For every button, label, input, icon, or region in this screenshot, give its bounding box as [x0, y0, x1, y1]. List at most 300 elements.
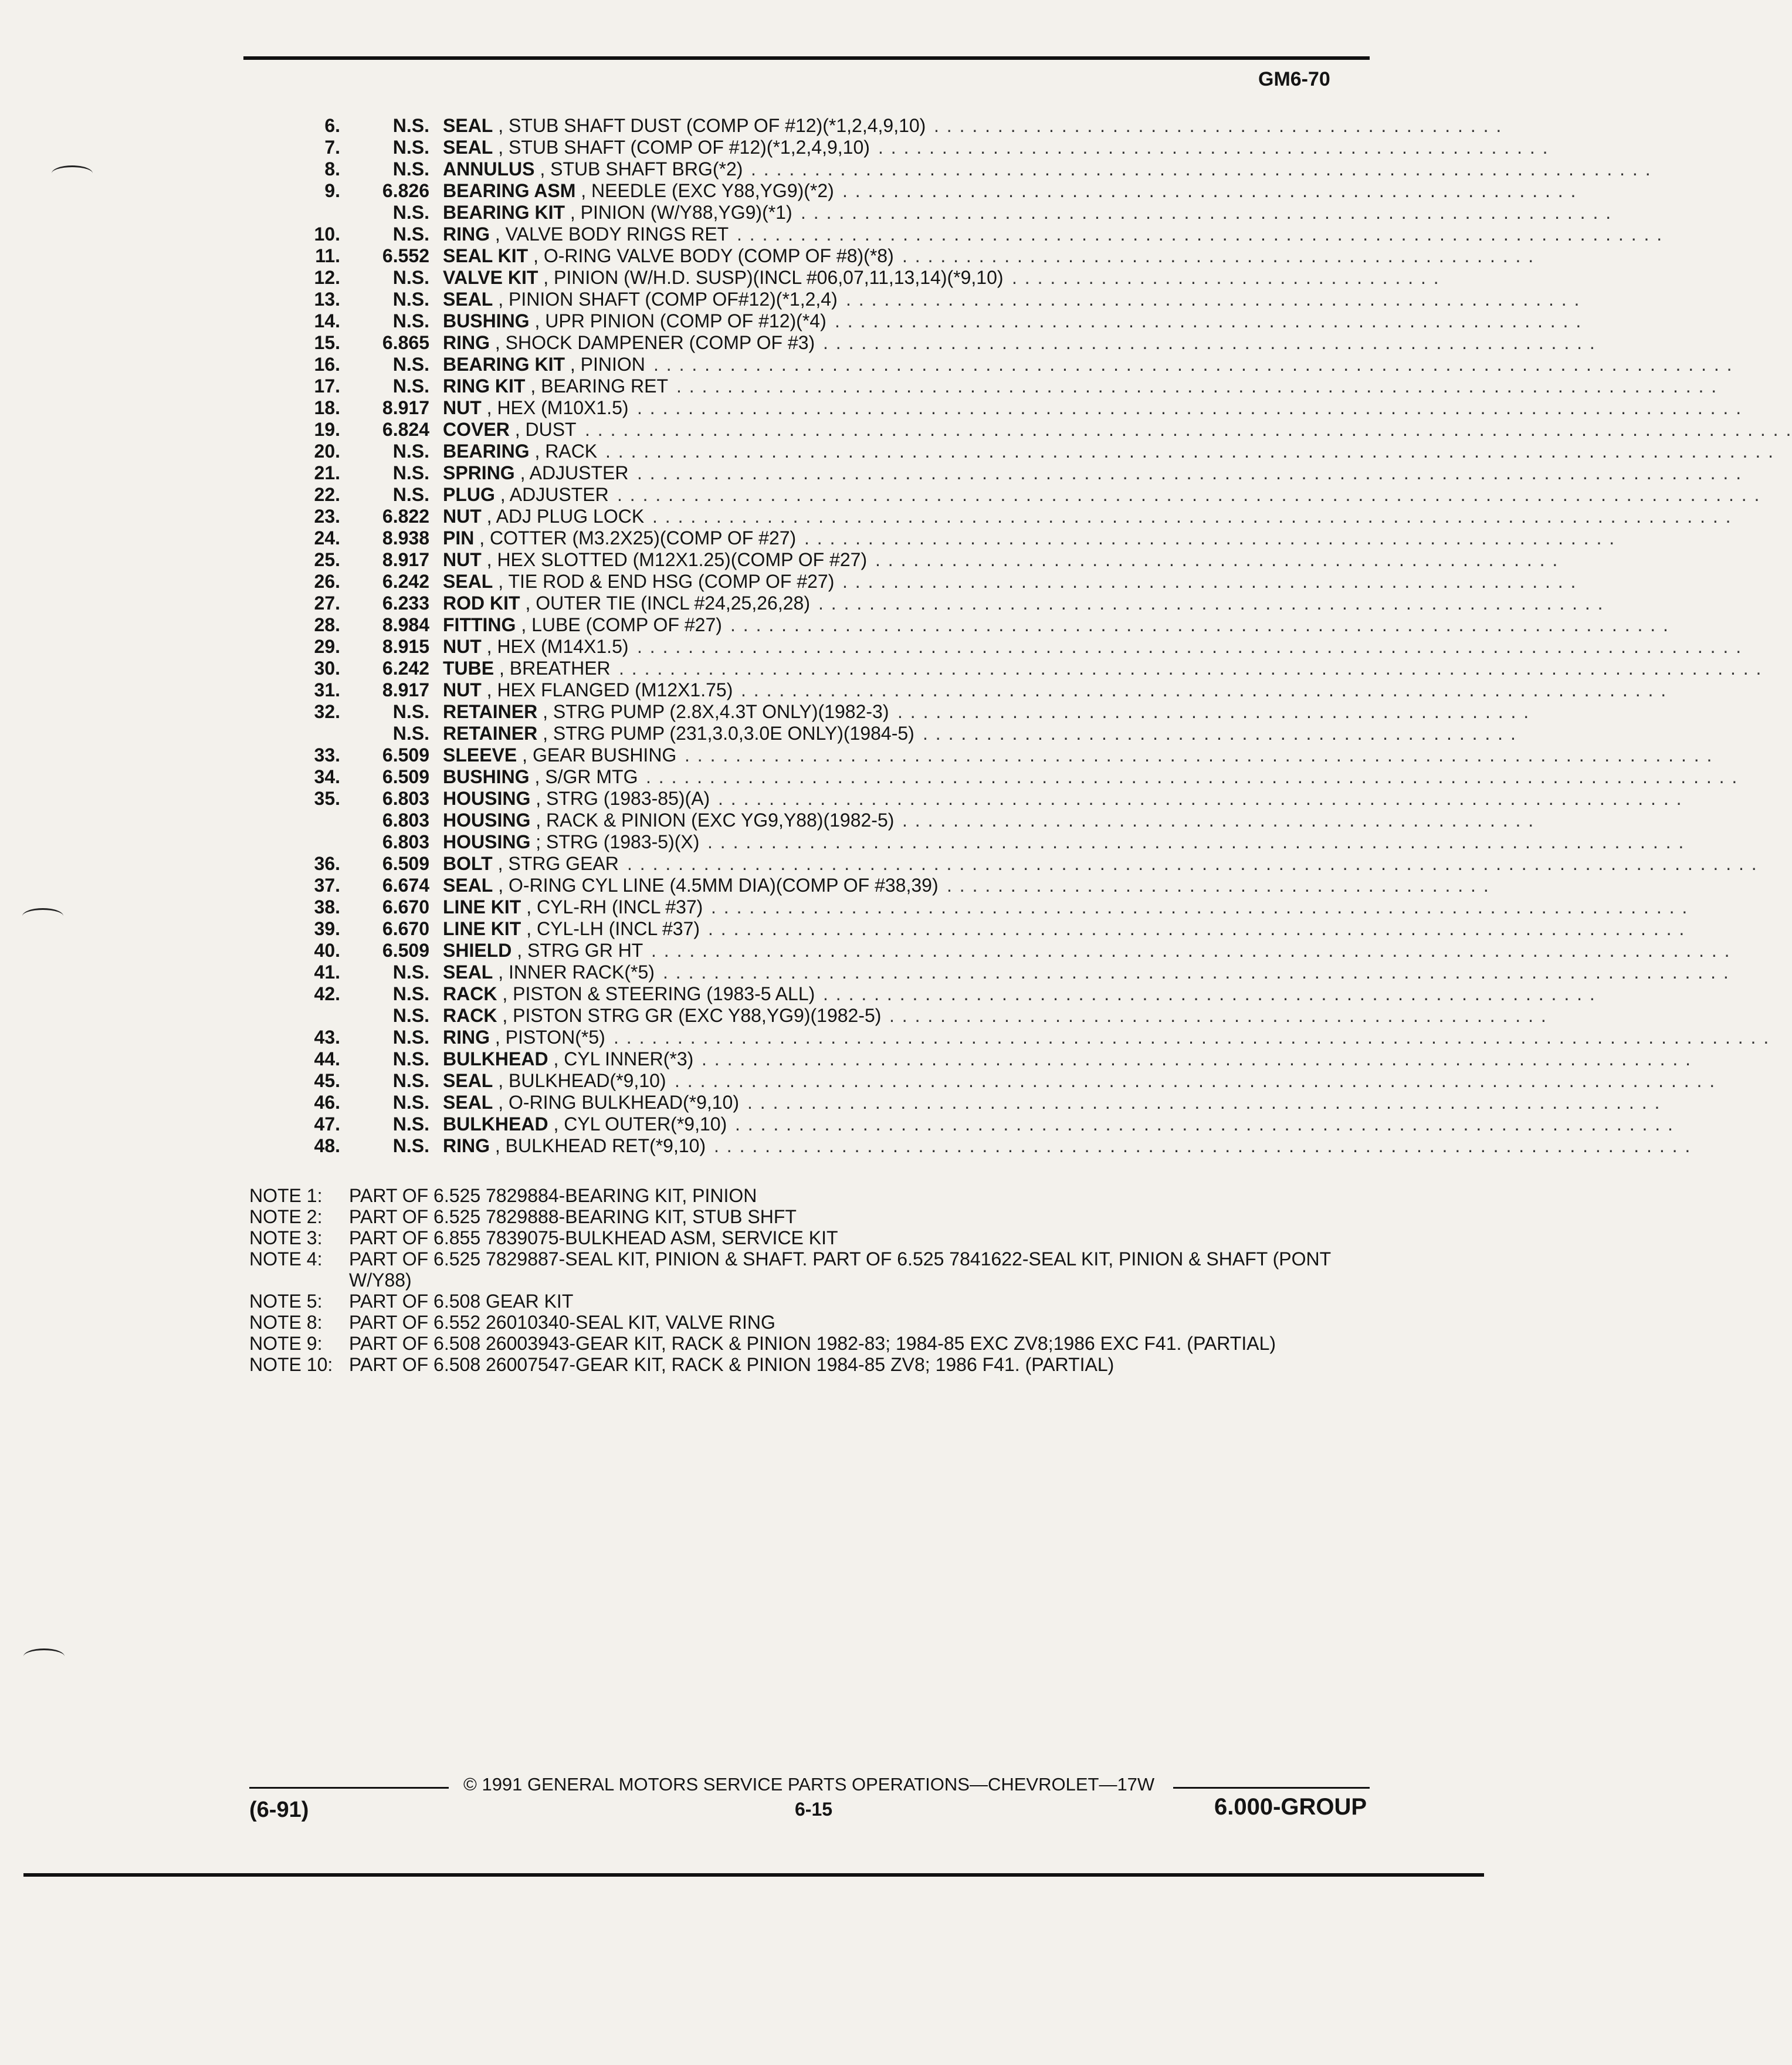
item-number: 20. — [314, 441, 340, 462]
group-number: N.S. — [392, 1005, 429, 1026]
part-detail: , RACK — [534, 441, 598, 462]
dot-leader: . . . . . . . . . . . . . . . . . . . . . . . . . . . . . . . . . . . . . . . . . . . . . . . . . . . . . . . . . . . . . . . . . . . . . . . . . . . . . . — [702, 1048, 1692, 1069]
group-number: N.S. — [392, 1048, 429, 1069]
parts-row — [0, 1048, 1692, 1070]
item-number: 43. — [314, 1027, 340, 1048]
dot-leader: . . . . . . . . . . . . . . . . . . . . . . . . . . . . . . . . . . . . . . . . . . . . . . . . . . . . . . . . . . — [842, 180, 1577, 201]
parts-row — [0, 332, 1596, 354]
part-name: BEARING — [443, 441, 530, 462]
part-detail: , STUB SHAFT BRG(*2) — [540, 158, 743, 180]
item-number: 29. — [314, 636, 340, 657]
part-name: NUT — [443, 679, 482, 700]
dot-leader: . . . . . . . . . . . . . . . . . . . . . . . . . . . . . . . . . . . . . . . . . . . . . . . . . . . . . . — [875, 549, 1559, 570]
part-description — [443, 636, 629, 658]
group-number: 8.917 — [382, 549, 429, 570]
item-number: 8. — [324, 158, 340, 180]
dot-leader: . . . . . . . . . . . . . . . . . . . . . . . . . . . . . . . . . . . . . . . . . . . . . . . . . . . . . . . . . . . . . . . . . . . . . . . . . . . . . . . . . . — [675, 1070, 1716, 1091]
item-number: 22. — [314, 484, 340, 505]
note — [249, 1354, 1352, 1375]
part-detail: , BEARING RET — [530, 375, 669, 397]
part-description — [443, 354, 645, 375]
group-number: N.S. — [392, 224, 429, 245]
part-detail: , PINION SHAFT (COMP OF#12)(*1,2,4) — [498, 289, 838, 310]
part-description — [443, 419, 577, 441]
group-number: N.S. — [392, 202, 429, 223]
parts-row — [0, 744, 1713, 766]
part-description — [443, 180, 834, 202]
part-name: VALVE KIT — [443, 267, 538, 288]
part-description — [443, 397, 629, 419]
dot-leader: . . . . . . . . . . . . . . . . . . . . . . . . . . . . . . . . . . . . . . . . . . . . . . . . . . . . . . . . . . . . . . . . . . . . . . . . . . . . . . . . . — [685, 744, 1713, 766]
parts-row — [0, 875, 1490, 896]
group-number: N.S. — [392, 1092, 429, 1113]
note-text: PART OF 6.508 26003943-GEAR KIT, RACK & PINION 1982-83; 1984-85 EXC ZV8;1986 EXC F41. (PARTIAL) — [349, 1333, 1276, 1354]
item-number: 21. — [314, 462, 340, 483]
item-number: 46. — [314, 1092, 340, 1113]
item-number: 11. — [315, 245, 340, 266]
dot-leader: . . . . . . . . . . . . . . . . . . . . . . . . . . . . . . . . . . . . . . . . . . . . . . . . . . . . . . . . . . . . . . . . . . . . . . . . . . — [730, 614, 1669, 635]
part-description — [443, 289, 838, 310]
group-number: 6.803 — [382, 810, 429, 831]
item-number: 9. — [324, 180, 340, 201]
group-number: N.S. — [392, 723, 429, 744]
part-name: BULKHEAD — [443, 1048, 548, 1069]
parts-row — [0, 506, 1732, 527]
parts-row — [0, 679, 1668, 701]
part-name: COVER — [443, 419, 510, 440]
dot-leader: . . . . . . . . . . . . . . . . . . . . . . . . . . . . . . . . . . . . . . . . . . . . . . . . . . . . . . . . . . . . . . . . . . . . . . . . . . . . . . . . . . . . — [663, 962, 1730, 983]
parts-row — [0, 701, 1530, 723]
part-detail: , STRG PUMP (231,3.0,3.0E ONLY)(1984-5) — [543, 723, 914, 744]
part-detail: , HEX SLOTTED (M12X1.25)(COMP OF #27) — [486, 549, 868, 570]
group-number: 8.917 — [382, 397, 429, 418]
item-number: 28. — [314, 614, 340, 635]
part-name: TUBE — [443, 658, 494, 679]
part-description — [443, 658, 611, 679]
part-description — [443, 506, 644, 527]
parts-row — [0, 527, 1616, 549]
dot-leader: . . . . . . . . . . . . . . . . . . . . . . . . . . . . . . . . . . . . . . . . . . . . . . . . . . . . . . . . . . . . . . . . . . . . . . . . . . . . . . . . . . . . . . . . . . . . — [605, 441, 1774, 462]
group-number: N.S. — [392, 1070, 429, 1091]
item-number: 41. — [314, 962, 340, 983]
item-number: 17. — [314, 375, 340, 397]
note — [249, 1227, 1352, 1248]
dot-leader: . . . . . . . . . . . . . . . . . . . . . . . . . . . . . . . . . . . . . . . . . . . . . — [934, 115, 1503, 136]
part-detail: , CYL-LH (INCL #37) — [526, 918, 700, 939]
part-name: SEAL — [443, 1070, 493, 1091]
group-label: 6.000-GROUP — [1214, 1794, 1367, 1820]
part-name: SEAL — [443, 289, 493, 310]
part-detail: , CYL OUTER(*9,10) — [553, 1113, 727, 1135]
part-detail: , PINION (W/H.D. SUSP)(INCL #06,07,11,13,14)(*9,10) — [543, 267, 1004, 288]
part-detail: , NEEDLE (EXC Y88,YG9)(*2) — [581, 180, 834, 201]
part-detail: , HEX (M14X1.5) — [486, 636, 629, 657]
item-number: 15. — [314, 332, 340, 353]
part-description — [443, 614, 722, 636]
page-code: GM6-70 — [1258, 68, 1330, 90]
part-detail: , STRG GR HT — [517, 940, 643, 961]
item-number: 16. — [314, 354, 340, 375]
dot-leader: . . . . . . . . . . . . . . . . . . . . . . . . . . . . . . . . . . . . . . . . . . . . . . . . . . . . . . . . . . . . . . . . . . . . . . . . . . — [735, 1113, 1674, 1135]
part-description — [443, 484, 609, 506]
group-number: N.S. — [392, 375, 429, 397]
dot-leader: . . . . . . . . . . . . . . . . . . . . . . . . . . . . . . . . . . . . . . . . . . . . . . . . . . . . . . . . . . . . . . . . . . . . . . . . . . . . . — [707, 831, 1685, 852]
bottom-rule — [23, 1873, 1484, 1877]
item-number: 12. — [314, 267, 340, 288]
dot-leader: . . . . . . . . . . . . . . . . . . . . . . . . . . . . . . . . . . . . . . . . . . . . . . . . . . . . — [889, 1005, 1547, 1026]
dot-leader: . . . . . . . . . . . . . . . . . . . . . . . . . . . . . . . . . . . . . . . . . . . . . . . . . . . . . . . . . . . . . . . . . . . . . . . . . . . . . — [711, 896, 1689, 918]
part-description — [443, 462, 629, 484]
part-detail: , BULKHEAD(*9,10) — [498, 1070, 666, 1091]
part-name: RETAINER — [443, 701, 538, 722]
group-number: 8.917 — [382, 679, 429, 700]
part-detail: , BREATHER — [499, 658, 611, 679]
dot-leader: . . . . . . . . . . . . . . . . . . . . . . . . . . . . . . . . . . . . . . . . . . . . . . . . . . . . . . . . . . . . . . . . . . . . . . . . . . . . . . . . . . . . . . . — [637, 397, 1743, 418]
parts-row — [0, 419, 1792, 441]
item-number: 33. — [314, 744, 340, 766]
group-number: N.S. — [392, 289, 429, 310]
dot-leader: . . . . . . . . . . . . . . . . . . . . . . . . . . . . . . . . . . . . . . . . . . . . . . . . . . . . . . . . . . . . . . . . . . . . . . . . . . . . . . . . . . . . . . . . . — [627, 853, 1758, 874]
part-description — [443, 267, 1004, 289]
parts-row — [0, 1135, 1692, 1157]
part-detail: , STUB SHAFT DUST (COMP OF #12)(*1,2,4,9,10) — [498, 115, 926, 136]
part-detail: , PINION — [570, 354, 645, 375]
part-description — [443, 202, 792, 224]
note — [249, 1206, 1352, 1227]
item-number: 7. — [324, 137, 340, 158]
part-description — [443, 766, 638, 788]
part-name: RING — [443, 1027, 490, 1048]
dot-leader: . . . . . . . . . . . . . . . . . . . . . . . . . . . . . . . . . . . . . . . . . . . . . . . . . . . . . . . . . . . . . . . . — [801, 202, 1613, 223]
note — [249, 1291, 1352, 1312]
dot-leader: . . . . . . . . . . . . . . . . . . . . . . . . . . . . . . . . . . . . . . . . . . . . . . . . . . . . . . . . . . . . . . . . . . . . . . . . . . . . . . . . . . . . . . . . . . — [619, 658, 1763, 679]
dot-leader: . . . . . . . . . . . . . . . . . . . . . . . . . . . . . . . . . . . . . . . . . . . . . . . . . . . . . . . . . . . . . . . . . . . . . . . . . . . . . — [714, 1135, 1692, 1156]
item-number: 35. — [314, 788, 340, 809]
part-detail: , OUTER TIE (INCL #24,25,26,28) — [525, 593, 810, 614]
dot-leader: . . . . . . . . . . . . . . . . . . . . . . . . . . . . . . . . . . . . . . . . . . . . . . . . . . . . . . . . . . . . . . . . . . . . . . . . . . . . . . . . . . . . . . . . . . . — [614, 1027, 1770, 1048]
parts-row — [0, 1113, 1674, 1135]
parts-row — [0, 267, 1483, 289]
part-description — [443, 332, 815, 354]
dot-leader: . . . . . . . . . . . . . . . . . . . . . . . . . . . . . . . . . . . . . . . . . . . . . . . . . . . . . . . . . . . — [835, 310, 1583, 331]
group-number: 8.915 — [382, 636, 429, 657]
parts-row — [0, 549, 1559, 571]
part-detail: , PISTON STRG GR (EXC Y88,YG9)(1982-5) — [502, 1005, 882, 1026]
part-name: SLEEVE — [443, 744, 517, 766]
group-number: N.S. — [392, 137, 429, 158]
page-number: 6-15 — [795, 1799, 833, 1820]
parts-row — [0, 593, 1604, 614]
item-number: 23. — [314, 506, 340, 527]
group-number: 6.865 — [382, 332, 429, 353]
group-number: 6.824 — [382, 419, 429, 440]
note-label: NOTE 1: — [249, 1185, 323, 1206]
parts-row — [0, 375, 1718, 397]
part-name: BOLT — [443, 853, 493, 874]
part-name: PIN — [443, 527, 475, 549]
item-number: 32. — [314, 701, 340, 722]
part-name: SEAL — [443, 571, 493, 592]
part-name: SEAL — [443, 115, 493, 136]
item-number: 40. — [314, 940, 340, 961]
dot-leader: . . . . . . . . . . . . . . . . . . . . . . . . . . . . . . . . . . . . . . . . . . . . . . . . . . . . . . . . . . . . . . . . . . . . . . . . . . . . . . . . . . . . . . — [646, 766, 1739, 787]
parts-row — [0, 788, 1683, 810]
group-number: 6.509 — [382, 744, 429, 766]
part-name: SEAL — [443, 1092, 493, 1113]
part-description — [443, 549, 867, 571]
group-number: N.S. — [392, 1027, 429, 1048]
part-description — [443, 896, 703, 918]
part-description — [443, 1005, 881, 1027]
part-detail: , ADJ PLUG LOCK — [486, 506, 645, 527]
group-number: N.S. — [392, 462, 429, 483]
dot-leader: . . . . . . . . . . . . . . . . . . . . . . . . . . . . . . . . . . . . . . . . . . . — [947, 875, 1490, 896]
note-label: NOTE 5: — [249, 1291, 323, 1312]
note — [249, 1248, 1352, 1291]
part-name: BEARING KIT — [443, 354, 565, 375]
note-text: PART OF 6.525 7829888-BEARING KIT, STUB SHFT — [349, 1206, 797, 1227]
part-detail: , SHOCK DAMPENER (COMP OF #3) — [494, 332, 815, 353]
part-detail: , TIE ROD & END HSG (COMP OF #27) — [498, 571, 835, 592]
group-number: N.S. — [392, 484, 429, 505]
item-number: 44. — [314, 1048, 340, 1069]
copyright-line: © 1991 GENERAL MOTORS SERVICE PARTS OPERATIONS—CHEVROLET—17W — [463, 1774, 1155, 1795]
dot-leader: . . . . . . . . . . . . . . . . . . . . . . . . . . . . . . . . . . — [1012, 267, 1440, 288]
part-name: RING KIT — [443, 375, 526, 397]
part-name: SEAL — [443, 875, 493, 896]
note — [249, 1312, 1352, 1333]
part-name: SEAL KIT — [443, 245, 529, 266]
group-number: 8.984 — [382, 614, 429, 635]
part-detail: , HEX (M10X1.5) — [486, 397, 629, 418]
parts-row — [0, 397, 1743, 419]
part-name: RACK — [443, 1005, 497, 1026]
parts-row — [0, 224, 1664, 245]
dot-leader: . . . . . . . . . . . . . . . . . . . . . . . . . . . . . . . . . . . . . . . . . . . . . . . . . . . . . . . . . . . . . . — [818, 593, 1604, 614]
dot-leader: . . . . . . . . . . . . . . . . . . . . . . . . . . . . . . . . . . . . . . . . . . . . . . . — [923, 723, 1517, 744]
item-number: 27. — [314, 593, 340, 614]
item-number: 31. — [314, 679, 340, 700]
parts-row — [0, 115, 1503, 137]
parts-row — [0, 831, 1685, 853]
item-number: 24. — [314, 527, 340, 549]
part-name: RING — [443, 332, 490, 353]
part-description — [443, 158, 743, 180]
group-number: 6.670 — [382, 918, 429, 939]
part-name: SEAL — [443, 962, 493, 983]
parts-row — [0, 896, 1689, 918]
part-name: NUT — [443, 397, 482, 418]
group-number: N.S. — [392, 1135, 429, 1156]
punch-mark — [52, 165, 93, 181]
top-rule — [243, 56, 1370, 60]
part-detail: , PISTON & STEERING (1983-5 ALL) — [502, 983, 815, 1004]
part-description — [443, 940, 643, 962]
part-detail: , UPR PINION (COMP OF #12)(*4) — [534, 310, 826, 331]
dot-leader: . . . . . . . . . . . . . . . . . . . . . . . . . . . . . . . . . . . . . . . . . . . . . . . . . . . . . . . . . . . . . . . . . . . . . . . . . . . . — [718, 788, 1683, 809]
part-name: HOUSING — [443, 788, 531, 809]
part-description — [443, 1027, 605, 1048]
item-number: 48. — [314, 1135, 340, 1156]
parts-row — [0, 245, 1535, 267]
dot-leader: . . . . . . . . . . . . . . . . . . . . . . . . . . . . . . . . . . . . . . . . . . . . . . . . . . . . . . . . . . . . . . . . . . . . . . . . . — [737, 224, 1664, 245]
group-number: 6.509 — [382, 940, 429, 961]
part-description — [443, 853, 619, 875]
parts-row — [0, 1092, 1661, 1113]
dot-leader: . . . . . . . . . . . . . . . . . . . . . . . . . . . . . . . . . . . . . . . . . . . . . . . . . . . . . . . . . . . . . . . . . . . . . . . . . . . . . . . . . . . . . . . . . . — [617, 484, 1761, 505]
note-label: NOTE 9: — [249, 1333, 323, 1354]
item-number: 30. — [314, 658, 340, 679]
part-detail: ; STRG (1983-5)(X) — [536, 831, 700, 852]
item-number: 38. — [314, 896, 340, 918]
part-detail: , CYL-RH (INCL #37) — [526, 896, 703, 918]
dot-leader: . . . . . . . . . . . . . . . . . . . . . . . . . . . . . . . . . . . . . . . . . . . . . . . . . . . . . . . . . . . . . . . . . . . . . . . . . . . . . . . . . . . . . — [651, 940, 1731, 961]
part-detail: , DUST — [514, 419, 577, 440]
group-number: 6.670 — [382, 896, 429, 918]
parts-row — [0, 1027, 1770, 1048]
part-description — [443, 831, 699, 853]
part-name: FITTING — [443, 614, 516, 635]
part-detail: , BULKHEAD RET(*9,10) — [494, 1135, 706, 1156]
part-description — [443, 571, 834, 593]
item-number: 18. — [314, 397, 340, 418]
part-detail: , STRG (1983-85)(A) — [536, 788, 710, 809]
item-number: 47. — [314, 1113, 340, 1135]
part-detail: , ADJUSTER — [500, 484, 609, 505]
part-detail: , ADJUSTER — [520, 462, 629, 483]
dot-leader: . . . . . . . . . . . . . . . . . . . . . . . . . . . . . . . . . . . . . . . . . . . . . . . . . . . . . . . . . . . . . . . . — [804, 527, 1616, 549]
group-number: N.S. — [392, 701, 429, 722]
parts-row — [0, 462, 1743, 484]
dot-leader: . . . . . . . . . . . . . . . . . . . . . . . . . . . . . . . . . . . . . . . . . . . . . . . . . . . . . . . . . . . . . . . . . . . . . . . . . . . . . . . . . . . . . — [652, 506, 1732, 527]
parts-row — [0, 310, 1583, 332]
parts-row — [0, 202, 1613, 224]
part-description — [443, 375, 668, 397]
part-detail: , O-RING CYL LINE (4.5MM DIA)(COMP OF #38,39) — [498, 875, 939, 896]
part-detail: , PISTON(*5) — [494, 1027, 605, 1048]
parts-row — [0, 571, 1577, 593]
parts-row — [0, 766, 1739, 788]
part-description — [443, 310, 826, 332]
part-description — [443, 701, 889, 723]
part-name: NUT — [443, 549, 482, 570]
parts-row — [0, 636, 1743, 658]
part-description — [443, 137, 870, 158]
item-number: 19. — [314, 419, 340, 440]
group-number: 6.803 — [382, 788, 429, 809]
group-number: 6.674 — [382, 875, 429, 896]
part-detail: , GEAR BUSHING — [522, 744, 677, 766]
group-number: 6.822 — [382, 506, 429, 527]
part-description — [443, 593, 810, 614]
part-name: SPRING — [443, 462, 515, 483]
part-name: ROD KIT — [443, 593, 520, 614]
part-description — [443, 962, 655, 983]
part-description — [443, 875, 939, 896]
item-number: 10. — [314, 224, 340, 245]
part-detail: , RACK & PINION (EXC YG9,Y88)(1982-5) — [536, 810, 895, 831]
part-detail: , S/GR MTG — [534, 766, 638, 787]
part-name: LINE KIT — [443, 918, 521, 939]
item-number: 39. — [314, 918, 340, 939]
part-description — [443, 1048, 693, 1070]
dot-leader: . . . . . . . . . . . . . . . . . . . . . . . . . . . . . . . . . . . . . . . . . . . . . . . . . . . . . . . . . . . . . . . . . . . . . . . . . . . . . . . . . . . . . . . — [637, 636, 1743, 657]
revision-date: (6-91) — [249, 1797, 309, 1822]
dot-leader: . . . . . . . . . . . . . . . . . . . . . . . . . . . . . . . . . . . . . . . . . . . . . . . . . . . . . . . . . . . . . . . . . . . . . . . . . . . . . . . . . . . . . — [653, 354, 1733, 375]
group-number: 6.552 — [382, 245, 429, 266]
parts-row — [0, 723, 1517, 744]
group-number: 6.233 — [382, 593, 429, 614]
part-description — [443, 723, 914, 744]
dot-leader: . . . . . . . . . . . . . . . . . . . . . . . . . . . . . . . . . . . . . . . . . . . . . . . . . . . . . . . . . . . . . — [823, 332, 1596, 353]
note-text: PART OF 6.508 GEAR KIT — [349, 1291, 574, 1312]
part-name: HOUSING — [443, 810, 531, 831]
parts-row — [0, 441, 1774, 462]
item-number: 45. — [314, 1070, 340, 1091]
parts-row — [0, 484, 1761, 506]
dot-leader: . . . . . . . . . . . . . . . . . . . . . . . . . . . . . . . . . . . . . . . . . . . . . . . . . . . . . — [878, 137, 1549, 158]
note-text: PART OF 6.552 26010340-SEAL KIT, VALVE RING — [349, 1312, 775, 1333]
part-description — [443, 1135, 706, 1157]
part-description — [443, 788, 710, 810]
note-text: PART OF 6.525 7829884-BEARING KIT, PINION — [349, 1185, 757, 1206]
parts-row — [0, 289, 1581, 310]
parts-row — [0, 354, 1733, 375]
item-number: 25. — [314, 549, 340, 570]
note-text: PART OF 6.525 7829887-SEAL KIT, PINION & SHAFT. PART OF 6.525 7841622-SEAL KIT, PINION & SHAFT (PONT W/Y88) — [349, 1248, 1331, 1291]
part-detail: , LUBE (COMP OF #27) — [521, 614, 722, 635]
group-number: N.S. — [392, 1113, 429, 1135]
part-detail: , CYL INNER(*3) — [553, 1048, 694, 1069]
parts-row — [0, 940, 1731, 962]
dot-leader: . . . . . . . . . . . . . . . . . . . . . . . . . . . . . . . . . . . . . . . . . . . . . . . . . . . . . . . . . . — [846, 289, 1581, 310]
part-detail: , O-RING BULKHEAD(*9,10) — [498, 1092, 739, 1113]
note-text: PART OF 6.508 26007547-GEAR KIT, RACK & PINION 1984-85 ZV8; 1986 F41. (PARTIAL) — [349, 1354, 1115, 1375]
part-detail: , COTTER (M3.2X25)(COMP OF #27) — [479, 527, 797, 549]
part-name: BUSHING — [443, 766, 530, 787]
punch-mark — [22, 908, 63, 924]
group-number: N.S. — [392, 354, 429, 375]
part-name: RETAINER — [443, 723, 538, 744]
footer-rule-left — [249, 1787, 449, 1789]
part-description — [443, 115, 926, 137]
note-text: PART OF 6.855 7839075-BULKHEAD ASM, SERVICE KIT — [349, 1227, 838, 1248]
part-description — [443, 245, 894, 267]
part-description — [443, 744, 676, 766]
part-detail: , INNER RACK(*5) — [498, 962, 655, 983]
part-description — [443, 1070, 666, 1092]
parts-row — [0, 158, 1652, 180]
part-description — [443, 441, 597, 462]
part-description — [443, 1113, 727, 1135]
group-number: N.S. — [392, 158, 429, 180]
part-description — [443, 810, 894, 831]
item-number: 6. — [324, 115, 340, 136]
parts-row — [0, 137, 1549, 158]
group-number: 8.938 — [382, 527, 429, 549]
dot-leader: . . . . . . . . . . . . . . . . . . . . . . . . . . . . . . . . . . . . . . . . . . . . . . . . . . . . . . . . . . . . . . . . . . . . . . . — [751, 158, 1652, 180]
part-detail: , HEX FLANGED (M12X1.75) — [486, 679, 733, 700]
parts-row — [0, 1070, 1716, 1092]
part-detail: , O-RING VALVE BODY (COMP OF #8)(*8) — [533, 245, 894, 266]
parts-row — [0, 962, 1730, 983]
part-name: BEARING KIT — [443, 202, 565, 223]
item-number: 37. — [314, 875, 340, 896]
part-name: NUT — [443, 636, 482, 657]
item-number: 13. — [314, 289, 340, 310]
dot-leader: . . . . . . . . . . . . . . . . . . . . . . . . . . . . . . . . . . . . . . . . . . . . . . . . . . — [902, 245, 1535, 266]
part-name: SHIELD — [443, 940, 512, 961]
